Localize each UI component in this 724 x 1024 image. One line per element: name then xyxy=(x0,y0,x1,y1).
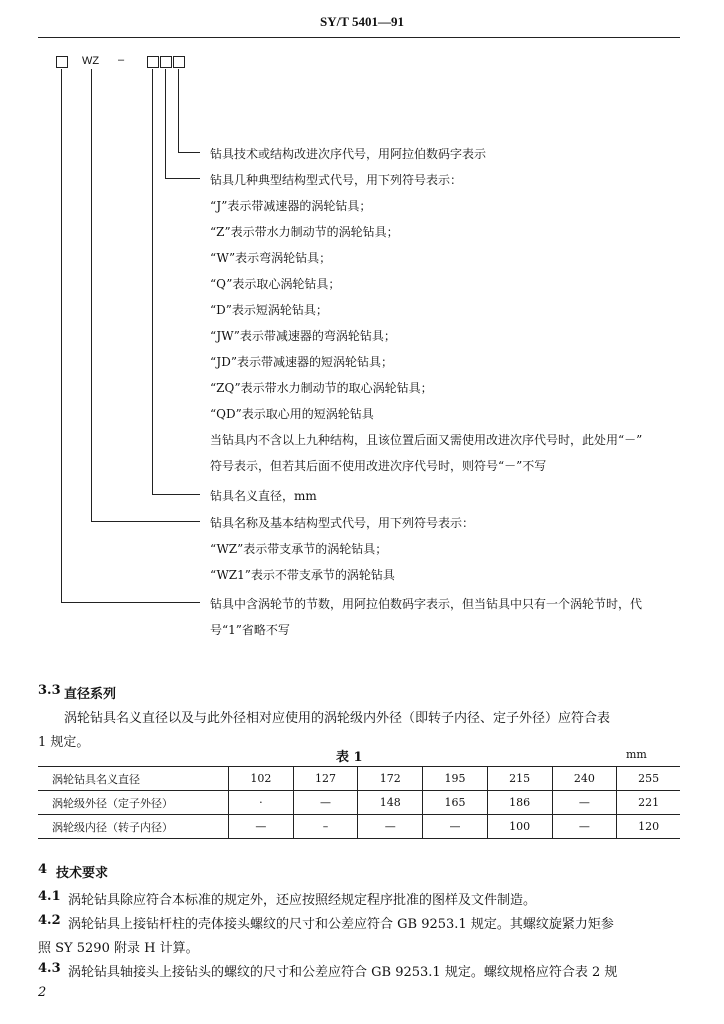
leader-revision-horizontal xyxy=(178,152,200,153)
table1 xyxy=(38,766,680,839)
table-cell: 172 xyxy=(358,767,423,791)
clause-4-3-number: 4.3 xyxy=(38,961,61,976)
table-cell: 195 xyxy=(423,767,488,791)
desc-structure-note-2: 符号表示，但若其后面不使用改进次序代号时，则符号“－”不写 xyxy=(210,459,547,473)
desc-structure-z: “Z”表示带水力制动节的涡轮钻具； xyxy=(210,225,399,239)
table-cell: — xyxy=(423,815,488,839)
table-cell: 148 xyxy=(358,791,423,815)
code-dash: – xyxy=(118,54,125,66)
page-header-title: SY/T 5401—91 xyxy=(320,14,404,29)
clause-4-2-number: 4.2 xyxy=(38,913,61,928)
table-row xyxy=(38,767,680,791)
section-3-3-text-line2: 1 规定。 xyxy=(38,735,90,750)
desc-structure-jd: “JD”表示带减速器的短涡轮钻具； xyxy=(210,355,393,369)
table-cell: — xyxy=(358,815,423,839)
table-cell: · xyxy=(229,791,294,815)
leader-count-horizontal xyxy=(61,602,200,603)
table-cell: — xyxy=(552,815,617,839)
section-3-3-number: 3.3 xyxy=(38,683,61,698)
code-box-structure-type xyxy=(160,56,172,68)
table1-caption: 表 1 xyxy=(336,750,363,765)
desc-structure-type: 钻具几种典型结构型式代号，用下列符号表示： xyxy=(210,173,463,187)
code-box-diameter xyxy=(147,56,159,68)
section-4-number: 4 xyxy=(38,862,48,877)
leader-name-vertical xyxy=(91,69,92,521)
clause-4-2-text-line1: 涡轮钻具上接钻杆柱的壳体接头螺纹的尺寸和公差应符合 GB 9253.1 规定。其螺纹旋紧力矩参 xyxy=(68,917,614,932)
table-cell: 255 xyxy=(617,767,680,791)
section-4-title: 技术要求 xyxy=(56,866,109,881)
table-cell: 100 xyxy=(487,815,552,839)
table-cell: 120 xyxy=(617,815,680,839)
table-cell: 186 xyxy=(487,791,552,815)
section-3-3-title: 直径系列 xyxy=(64,687,117,702)
leader-structure-vertical xyxy=(165,69,166,178)
leader-name-horizontal xyxy=(91,521,200,522)
leader-diameter-vertical xyxy=(152,69,153,494)
code-box-turbine-count xyxy=(56,56,68,68)
desc-structure-q: “Q”表示取心涡轮钻具； xyxy=(210,277,341,291)
section-3-3-text-line1: 涡轮钻具名义直径以及与此外径相对应使用的涡轮级内外径（即转子内径、定子外径）应符合表 xyxy=(64,711,611,726)
table-cell: 102 xyxy=(229,767,294,791)
desc-structure-jw: “JW”表示带减速器的弯涡轮钻具； xyxy=(210,329,396,343)
table-cell: 215 xyxy=(487,767,552,791)
desc-structure-w: “W”表示弯涡轮钻具； xyxy=(210,251,332,265)
clause-4-1-text: 涡轮钻具除应符合本标准的规定外，还应按照经规定程序批准的图样及文件制造。 xyxy=(68,893,537,908)
header-rule xyxy=(38,37,680,38)
table-cell: 165 xyxy=(423,791,488,815)
clause-4-2-text-line2: 照 SY 5290 附录 H 计算。 xyxy=(38,941,199,956)
desc-structure-j: “J”表示带减速器的涡轮钻具； xyxy=(210,199,372,213)
desc-structure-zq: “ZQ”表示带水力制动节的取心涡轮钻具； xyxy=(210,381,433,395)
desc-name-code: 钻具名称及基本结构型式代号，用下列符号表示： xyxy=(210,516,475,530)
leader-revision-vertical xyxy=(178,69,179,152)
table-cell: 240 xyxy=(552,767,617,791)
table-row xyxy=(38,791,680,815)
desc-name-wz1: “WZ1”表示不带支承节的涡轮钻具 xyxy=(210,568,395,582)
clause-4-1-number: 4.1 xyxy=(38,889,61,904)
leader-count-vertical xyxy=(61,69,62,602)
code-text-wz: WZ xyxy=(82,55,100,67)
table1-unit: mm xyxy=(626,748,647,761)
code-box-revision xyxy=(173,56,185,68)
desc-nominal-diameter: 钻具名义直径，mm xyxy=(210,489,317,503)
desc-structure-qd: “QD”表示取心用的短涡轮钻具 xyxy=(210,407,374,421)
page-number: 2 xyxy=(38,985,47,1000)
table-row xyxy=(38,815,680,839)
table-cell: 221 xyxy=(617,791,680,815)
table-cell: — xyxy=(293,791,358,815)
table-cell: — xyxy=(229,815,294,839)
leader-diameter-horizontal xyxy=(152,494,200,495)
leader-structure-horizontal xyxy=(165,178,200,179)
table-cell: — xyxy=(552,791,617,815)
table-cell: 127 xyxy=(293,767,358,791)
clause-4-3-text: 涡轮钻具轴接头上接钻头的螺纹的尺寸和公差应符合 GB 9253.1 规定。螺纹规格应符合表 2 规 xyxy=(68,965,618,980)
table-cell: 涡轮级内径（转子内径） xyxy=(38,815,229,839)
desc-name-wz: “WZ”表示带支承节的涡轮钻具； xyxy=(210,542,388,556)
desc-turbine-count-1: 钻具中含涡轮节的节数，用阿拉伯数码字表示，但当钻具中只有一个涡轮节时，代 xyxy=(210,597,643,611)
table-cell: 涡轮钻具名义直径 xyxy=(38,767,229,791)
table-cell: 涡轮级外径（定子外径） xyxy=(38,791,229,815)
desc-turbine-count-2: 号“1”省略不写 xyxy=(210,623,290,637)
desc-revision-code: 钻具技术或结构改进次序代号，用阿拉伯数码字表示 xyxy=(210,147,487,161)
desc-structure-d: “D”表示短涡轮钻具； xyxy=(210,303,328,317)
table-cell: – xyxy=(293,815,358,839)
desc-structure-note-1: 当钻具内不含以上九种结构，且该位置后面又需使用改进次序代号时，此处用“－” xyxy=(210,433,643,447)
